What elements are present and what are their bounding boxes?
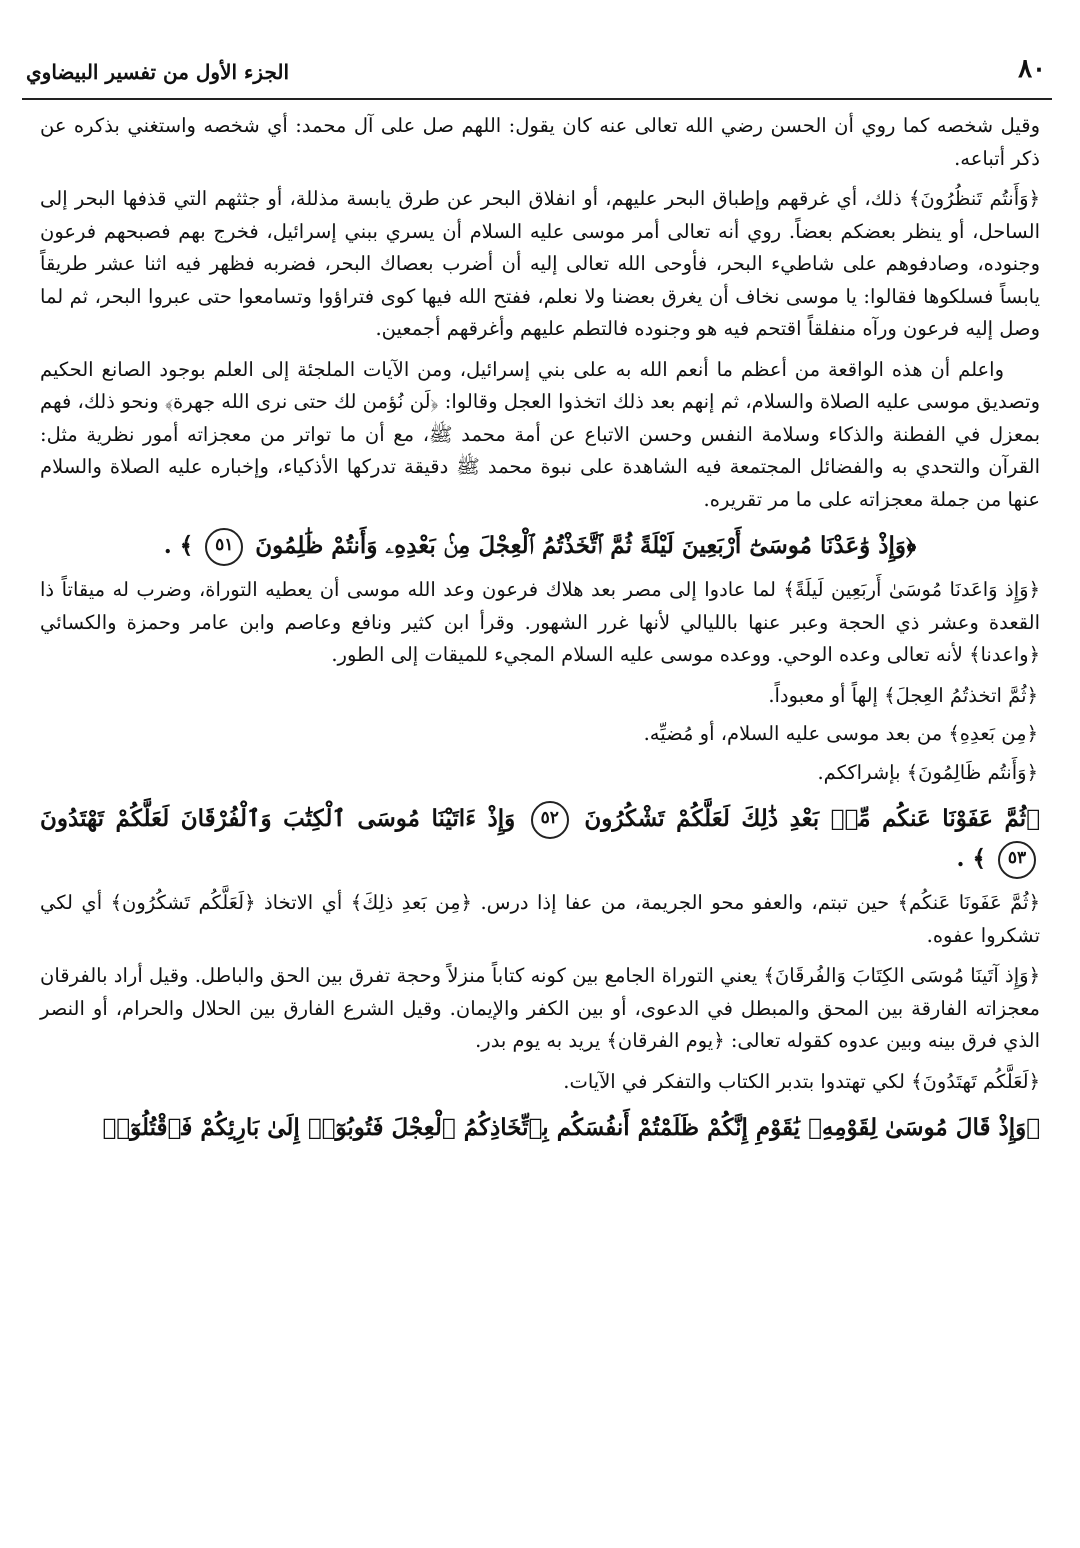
gloss-item-ittakhadhtum: ﴿ثُمَّ اتخذتُمُ العِجلَ﴾ إلهاً أو معبوداً. — [768, 683, 1038, 707]
verse-52-text: ﴿ثُمَّ عَفَوْنَا عَنكُم مِّنۢ بَعْدِ ذَٰلِكَ لَعَلَّكُمْ تَشْكُرُونَ — [584, 805, 1040, 832]
paragraph-furqan-commentary: ﴿وَإِذ آتَينَا مُوسَى الكِتَابَ وَالفُرقَانَ﴾ يعني التوراة الجامع بين كونه كتاباً منزلاً وحجة تفرق بين الحق والباطل. وقيل أراد بالفرقان معجزاته الفارقة بين المحق والمبطل في الدعوى، أو بين الكفر والإيمان. وقيل الشرع الفارق بين الحلال والحرام، أو النصر الذي فرق بينه وبين عدوه كقوله تعالى: ﴿يوم الفرقان﴾ يريد به يوم بدر. — [40, 964, 1040, 1052]
page-body — [40, 110, 1040, 1156]
paragraph-tanzurun-commentary: ﴿وَأَنتُم تَنظُرُونَ﴾ ذلك، أي غرقهم وإطباق البحر عليهم، أو انفلاق البحر عن طرق يابسة مذللة، أو جثثهم التي قذفها البحر إلى الساحل، أو ينظر بعضكم بعضاً. روي أنه تعالى أمر موسى عليه السلام أن يسري ببني إسرائيل، فخرج بهم فصبحهم فرعون وجنوده، وصادفوهم على شاطيء البحر، فأوحى الله تعالى إليه أن أضرب بعصاك البحر، فضربه فظهر فيه اثنا عشر طريقاً يابساً فسلكوها فقالوا: يا موسى نخاف أن يغرق بعضنا ولا نعلم، ففتح الله فيها كوى فتراؤوا وتسامعوا حتى عبروا البحر، ثم لما وصل إليه فرعون ورآه منفلقاً اقتحم فيه هو وجنوده فالتطم عليهم وأغرقهم أجمعين. — [40, 187, 1040, 340]
verse-51-text: ﴿وَإِذْ وَٰعَدْنَا مُوسَىٰٓ أَرْبَعِينَ لَيْلَةً ثُمَّ ٱتَّخَذْتُمُ ٱلْعِجْلَ مِنۢ بَعْدِهِۦ وَأَنتُمْ ظَٰلِمُونَ — [255, 532, 917, 559]
paragraph-waadna-commentary: ﴿وَإِذ وَاعَدنَا مُوسَىٰ أَربَعِين لَيلَةً﴾ لما عادوا إلى مصر بعد هلاك فرعون وعد الله موسى أن يعطيه التوراة، وضرب له ميقاتاً ذا القعدة وعشر ذي الحجة وعبر عنها بالليالي لأنها غرر الشهور. وقرأ ابن كثير ونافع وعاصم وابن عامر وحمزة والكسائي ﴿واعدنا﴾ لأنه تعالى وعده الوحي. ووعده موسى عليه السلام المجيء للميقات إلى الطور. — [40, 578, 1040, 666]
gloss-item-zalimun: ﴿وَأَنتُم ظَالِمُونَ﴾ بإشراككم. — [817, 760, 1038, 784]
verse-number-ornament: ٥١ — [205, 528, 243, 566]
gloss-item-min-badihi: ﴿مِن بَعدِهِ﴾ من بعد موسى عليه السلام، أو مُضيِّه. — [643, 722, 1038, 745]
verse-53-close: ﴾ . — [956, 845, 986, 872]
verse-number-ornament: ٥٣ — [998, 841, 1036, 879]
quran-verse-54 — [40, 1108, 1040, 1148]
paragraph-tahtadun-commentary: ﴿لَعَلَّكُم تَهتَدُونَ﴾ لكي تهتدوا بتدبر الكتاب والتفكر في الآيات. — [563, 1069, 1040, 1093]
verse-53-text: وَإِذْ ءَاتَيْنَا مُوسَى ٱلْكِتَٰبَ وَٱلْفُرْقَانَ لَعَلَّكُمْ تَهْتَدُونَ — [40, 805, 516, 832]
page-number: ٨٠ — [1018, 54, 1046, 84]
quran-verse-52-53 — [40, 799, 1040, 879]
paragraph-shakhsuhu: وقيل شخصه كما روي أن الحسن رضي الله تعالى عنه كان يقول: اللهم صل على آل محمد: أي شخصه واستغني بذكره عن ذكر أتباعه. — [40, 114, 1040, 170]
running-title: الجزء الأول من تفسير البيضاوي — [26, 60, 290, 84]
paragraph-wa-alam: واعلم أن هذه الواقعة من أعظم ما أنعم الله به على بني إسرائيل، ومن الآيات الملجئة إلى العلم بوجود الصانع الحكيم وتصديق موسى عليه الصلاة والسلام، ثم إنهم بعد ذلك اتخذوا العجل وقالوا: ﴿لَن نُؤمن لك حتى نرى الله جهرة﴾ ونحو ذلك، فهم بمعزل في الفطنة والذكاء وسلامة النفس وحسن الاتباع عن أمة محمد ﷺ، مع أن ما تواتر من معجزاته أمور نظرية مثل: القرآن والتحدي به والفضائل المجتمعة فيه الشاهدة على نبوة محمد ﷺ دقيقة تدركها الأذكياء، وإخباره عليه الصلاة والسلام عنها من جملة معجزاته على ما مر تقريره. — [40, 357, 1040, 511]
verse-number-ornament: ٥٢ — [531, 801, 569, 839]
verse-54-text: ﴿وَإِذْ قَالَ مُوسَىٰ لِقَوْمِهِۦ يَٰقَوْمِ إِنَّكُمْ ظَلَمْتُمْ أَنفُسَكُم بِٱتِّخَاذِكُمُ ٱلْعِجْلَ فَتُوبُوٓا۟ إِلَىٰ بَارِئِكُمْ فَٱقْتُلُوٓا۟ — [102, 1114, 1040, 1141]
verse-51-close: ﴾ . — [163, 532, 194, 559]
page-header — [22, 50, 1052, 100]
paragraph-afawna-commentary: ﴿ثُمَّ عَفَونَا عَنكُم﴾ حين تبتم، والعفو محو الجريمة، من عفا إذا درس. ﴿مِن بَعدِ ذلِكَ﴾ أي الاتخاذ ﴿لَعَلَّكُم تَشكُرُون﴾ أي لكي تشكروا عفوه. — [40, 891, 1040, 947]
quran-verse-51 — [40, 526, 1040, 566]
